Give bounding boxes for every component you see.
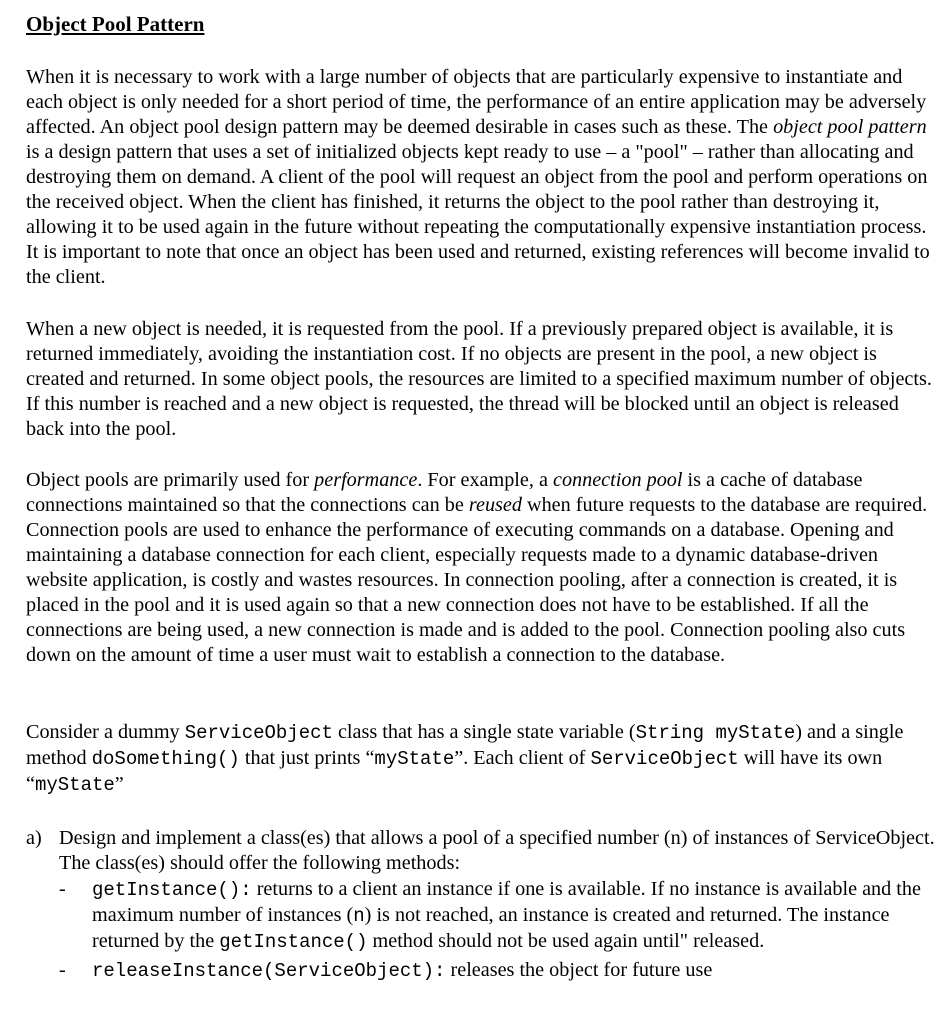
text: ” [114, 773, 124, 795]
code-text: ServiceObject [184, 722, 333, 744]
text: When it is necessary to work with a large number of objects that are particularly expensive to instantiate and each object is only needed for a short period of time, the performance of an entire application may be adversely affected. An object pool design pattern may be deemed desirable in cases such as these. The [26, 66, 927, 138]
code-text: getInstance() [219, 931, 368, 953]
text: when future requests to the database are required. Connection pools are used to enhance the performance of executing commands on a database. Opening and maintaining a database connection for each client, especially requests made to a dynamic database-driven website application, is costly and wastes resources. In connection pooling, after a connection is created, it is placed in the pool and it is used again so that a new connection does not have to be established. If all the connections are being used, a new connection is made and is added to the pool. Connection pooling also cuts down on the amount of time a user must wait to establish a connection to the database. [26, 494, 928, 666]
bullet-dash: - [59, 878, 66, 900]
text: releases the object for future use [445, 959, 713, 981]
text: Object pools are primarily used for [26, 469, 315, 491]
question-text: Design and implement a class(es) that allows a pool of a specified number (n) of instances of ServiceObject. The class(es) should offer the following methods: [59, 827, 935, 874]
paragraph-service-object [26, 720, 936, 798]
code-text: myState [34, 774, 115, 796]
code-text: n [353, 905, 365, 927]
method-list [59, 877, 929, 984]
page-title: Object Pool Pattern [26, 12, 205, 36]
text: ) and a single method [26, 721, 904, 769]
emphasis: performance [314, 469, 418, 491]
text: method should not be used again until" released. [367, 930, 765, 952]
code-text: ServiceObject [590, 748, 739, 770]
text: returns to a client an instance if one is available. If no instance is available and the maximum number of instances ( [92, 878, 921, 926]
code-text: myState [374, 748, 455, 770]
code-text: doSomething() [91, 748, 240, 770]
list-item [59, 877, 929, 955]
paragraph-intro [26, 65, 936, 290]
text: that just prints “ [239, 747, 375, 769]
text: . For example, a [417, 469, 553, 491]
question-label: a) [26, 827, 42, 849]
text: Consider a dummy [26, 721, 185, 743]
bullet-dash: - [59, 959, 66, 981]
paragraph-performance [26, 468, 936, 668]
code-text: releaseInstance(ServiceObject): [92, 960, 446, 982]
emphasis: object pool pattern [773, 116, 927, 138]
text: ”. Each client of [454, 747, 591, 769]
emphasis: connection pool [552, 469, 683, 491]
paragraph-request: When a new object is needed, it is requested from the pool. If a previously prepared object is available, it is returned immediately, avoiding the instantiation cost. If no objects are present in the pool, a new object is created and returned. In some object pools, the resources are limited to a specified maximum number of objects. If this number is reached and a new object is requested, the thread will be blocked until an object is released back into the pool. [26, 318, 932, 440]
emphasis: reused [468, 494, 522, 516]
text: is a cache of database connections maintained so that the connections can be [26, 469, 863, 516]
text: ) is not reached, an instance is created and returned. The instance returned by the [92, 904, 890, 952]
list-item [59, 958, 929, 984]
question-a [26, 826, 936, 876]
code-text: String myState [635, 722, 796, 744]
text: class that has a single state variable ( [332, 721, 636, 743]
code-text: getInstance(): [92, 879, 252, 901]
text: will have its own “ [26, 747, 883, 795]
text: is a design pattern that uses a set of initialized objects kept ready to use – a "pool" – rather than allocating and destroying them on demand. A client of the pool will request an object from the pool and perform operations on the received object. When the client has finished, it returns the object to the pool rather than destroying it, allowing it to be used again in the future without repeating the computationally expensive instantiation process. It is important to note that once an object has been used and returned, existing references will become invalid to the client. [26, 141, 930, 288]
